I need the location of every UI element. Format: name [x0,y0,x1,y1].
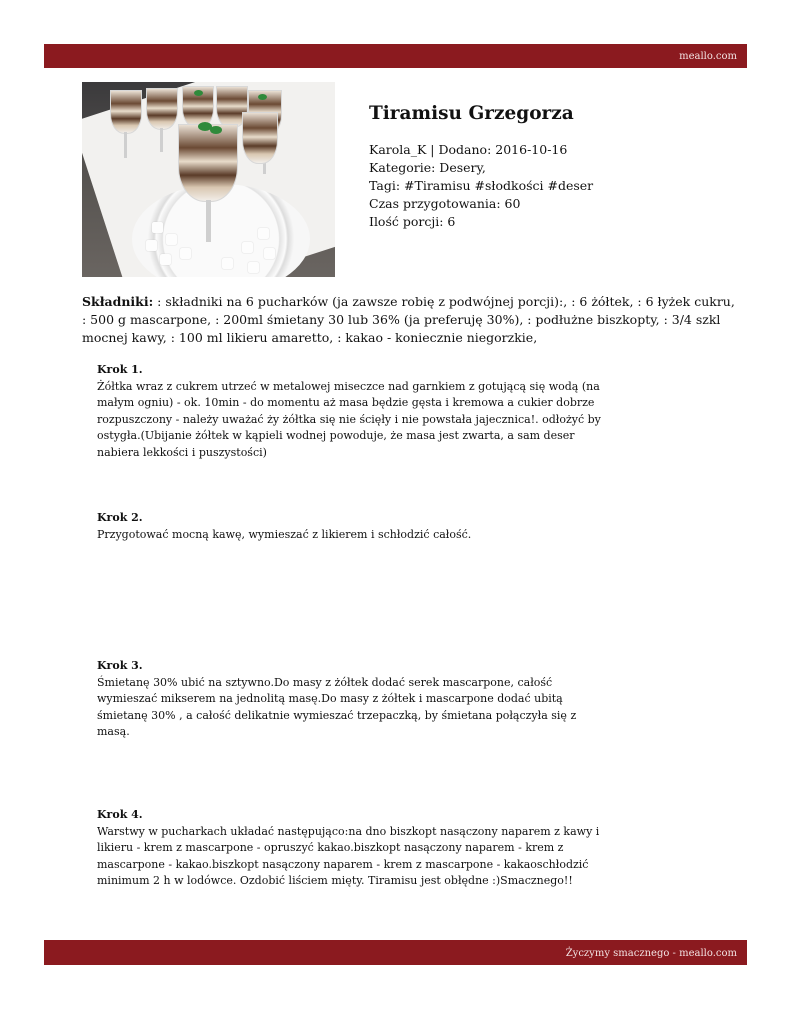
recipe-photo [82,82,335,277]
author-line: Karola_K | Dodano: 2016-10-16 [369,142,568,157]
step-4 [97,807,602,890]
step-title: Krok 3. [97,659,143,672]
ingredients-label: Składniki: [82,294,154,309]
step-2 [97,510,602,543]
step-title: Krok 4. [97,808,143,821]
photo-front-glass [178,124,238,202]
recipe-meta [369,141,593,231]
step-text: Warstwy w pucharkach układać następująco:na dno biszkopt nasączony naparem z kawy i likieru - krem z mascarpone - opruszyć kakao.biszkopt nasączony naparem - krem z mascarpone - kakao.biszkopt nasączony naparem - krem z mascarpone - kakaoschłodzić minimum 2 h w lodówce. Ozdobić liściem mięty. Tiramisu jest obłędne :)Smacznego!! [97,824,600,887]
photo-glass-stem [124,132,127,158]
portions-line: Ilość porcji: 6 [369,214,456,229]
mint-leaf-icon [194,90,203,96]
ingredients-text: : składniki na 6 pucharków (ja zawsze robię z podwójnej porcji):, : 6 żółtek, : 6 łyżek cukru, : 500 g mascarpone, : 200ml śmietany 30 lub 36% (ja preferuję 30%), : podłużne biszkopty, : 3/4 szkl mocnej kawy, : 100 ml likieru amaretto, : kakao - koniecznie niegorzkie, [82,294,735,345]
photo-glass [242,112,278,164]
site-name[interactable]: meallo.com [679,51,737,62]
step-1 [97,362,602,461]
photo-marshmallow [222,258,233,269]
photo-marshmallow [258,228,269,239]
photo-marshmallow [248,262,259,273]
mint-leaf-icon [210,126,222,134]
tags-line: Tagi: #Tiramisu #słodkości #deser [369,178,594,193]
photo-glass [146,88,178,130]
category-line: Kategorie: Desery, [369,160,486,175]
footer-bar [44,940,747,965]
photo-marshmallow [242,242,253,253]
photo-glass-stem [206,200,211,242]
step-3 [97,658,602,741]
photo-marshmallow [152,222,163,233]
photo-marshmallow [166,234,177,245]
step-text: Żółtka wraz z cukrem utrzeć w metalowej miseczce nad garnkiem z gotującą się wodą (na małym ogniu) - ok. 10min - do momentu aż masa będzie gęsta i kremowa a cukier dobrze rozpuszczony - należy uważać ży żółtka się nie ścięły i nie powstała jajecznica!. odłożyć by ostygła.(Ubijanie żółtek w kąpieli wodnej powoduje, że masa jest zwarta, a sam deser nabiera lekkości i puszystości) [97,379,601,459]
step-title: Krok 1. [97,363,143,376]
photo-marshmallow [180,248,191,259]
ingredients-section [82,293,742,347]
photo-glass [110,90,142,134]
step-text: Przygotować mocną kawę, wymieszać z likierem i schłodzić całość. [97,527,472,541]
photo-marshmallow [146,240,157,251]
step-text: Śmietanę 30% ubić na sztywno.Do masy z żółtek dodać serek mascarpone, całość wymieszać mikserem na jednolitą masę.Do masy z żółtek i mascarpone dodać ubitą śmietanę 30% , a całość delikatnie wymieszać trzepaczką, by śmietana połączyła się z masą. [97,675,577,738]
footer-text[interactable]: Życzymy smacznego - meallo.com [565,948,737,959]
step-title: Krok 2. [97,511,143,524]
mint-leaf-icon [258,94,267,100]
photo-marshmallow [160,254,171,265]
recipe-title: Tiramisu Grzegorza [369,103,574,124]
photo-marshmallow [264,248,275,259]
header-bar [44,44,747,68]
photo-glass-stem [160,128,163,152]
prep-time-line: Czas przygotowania: 60 [369,196,521,211]
